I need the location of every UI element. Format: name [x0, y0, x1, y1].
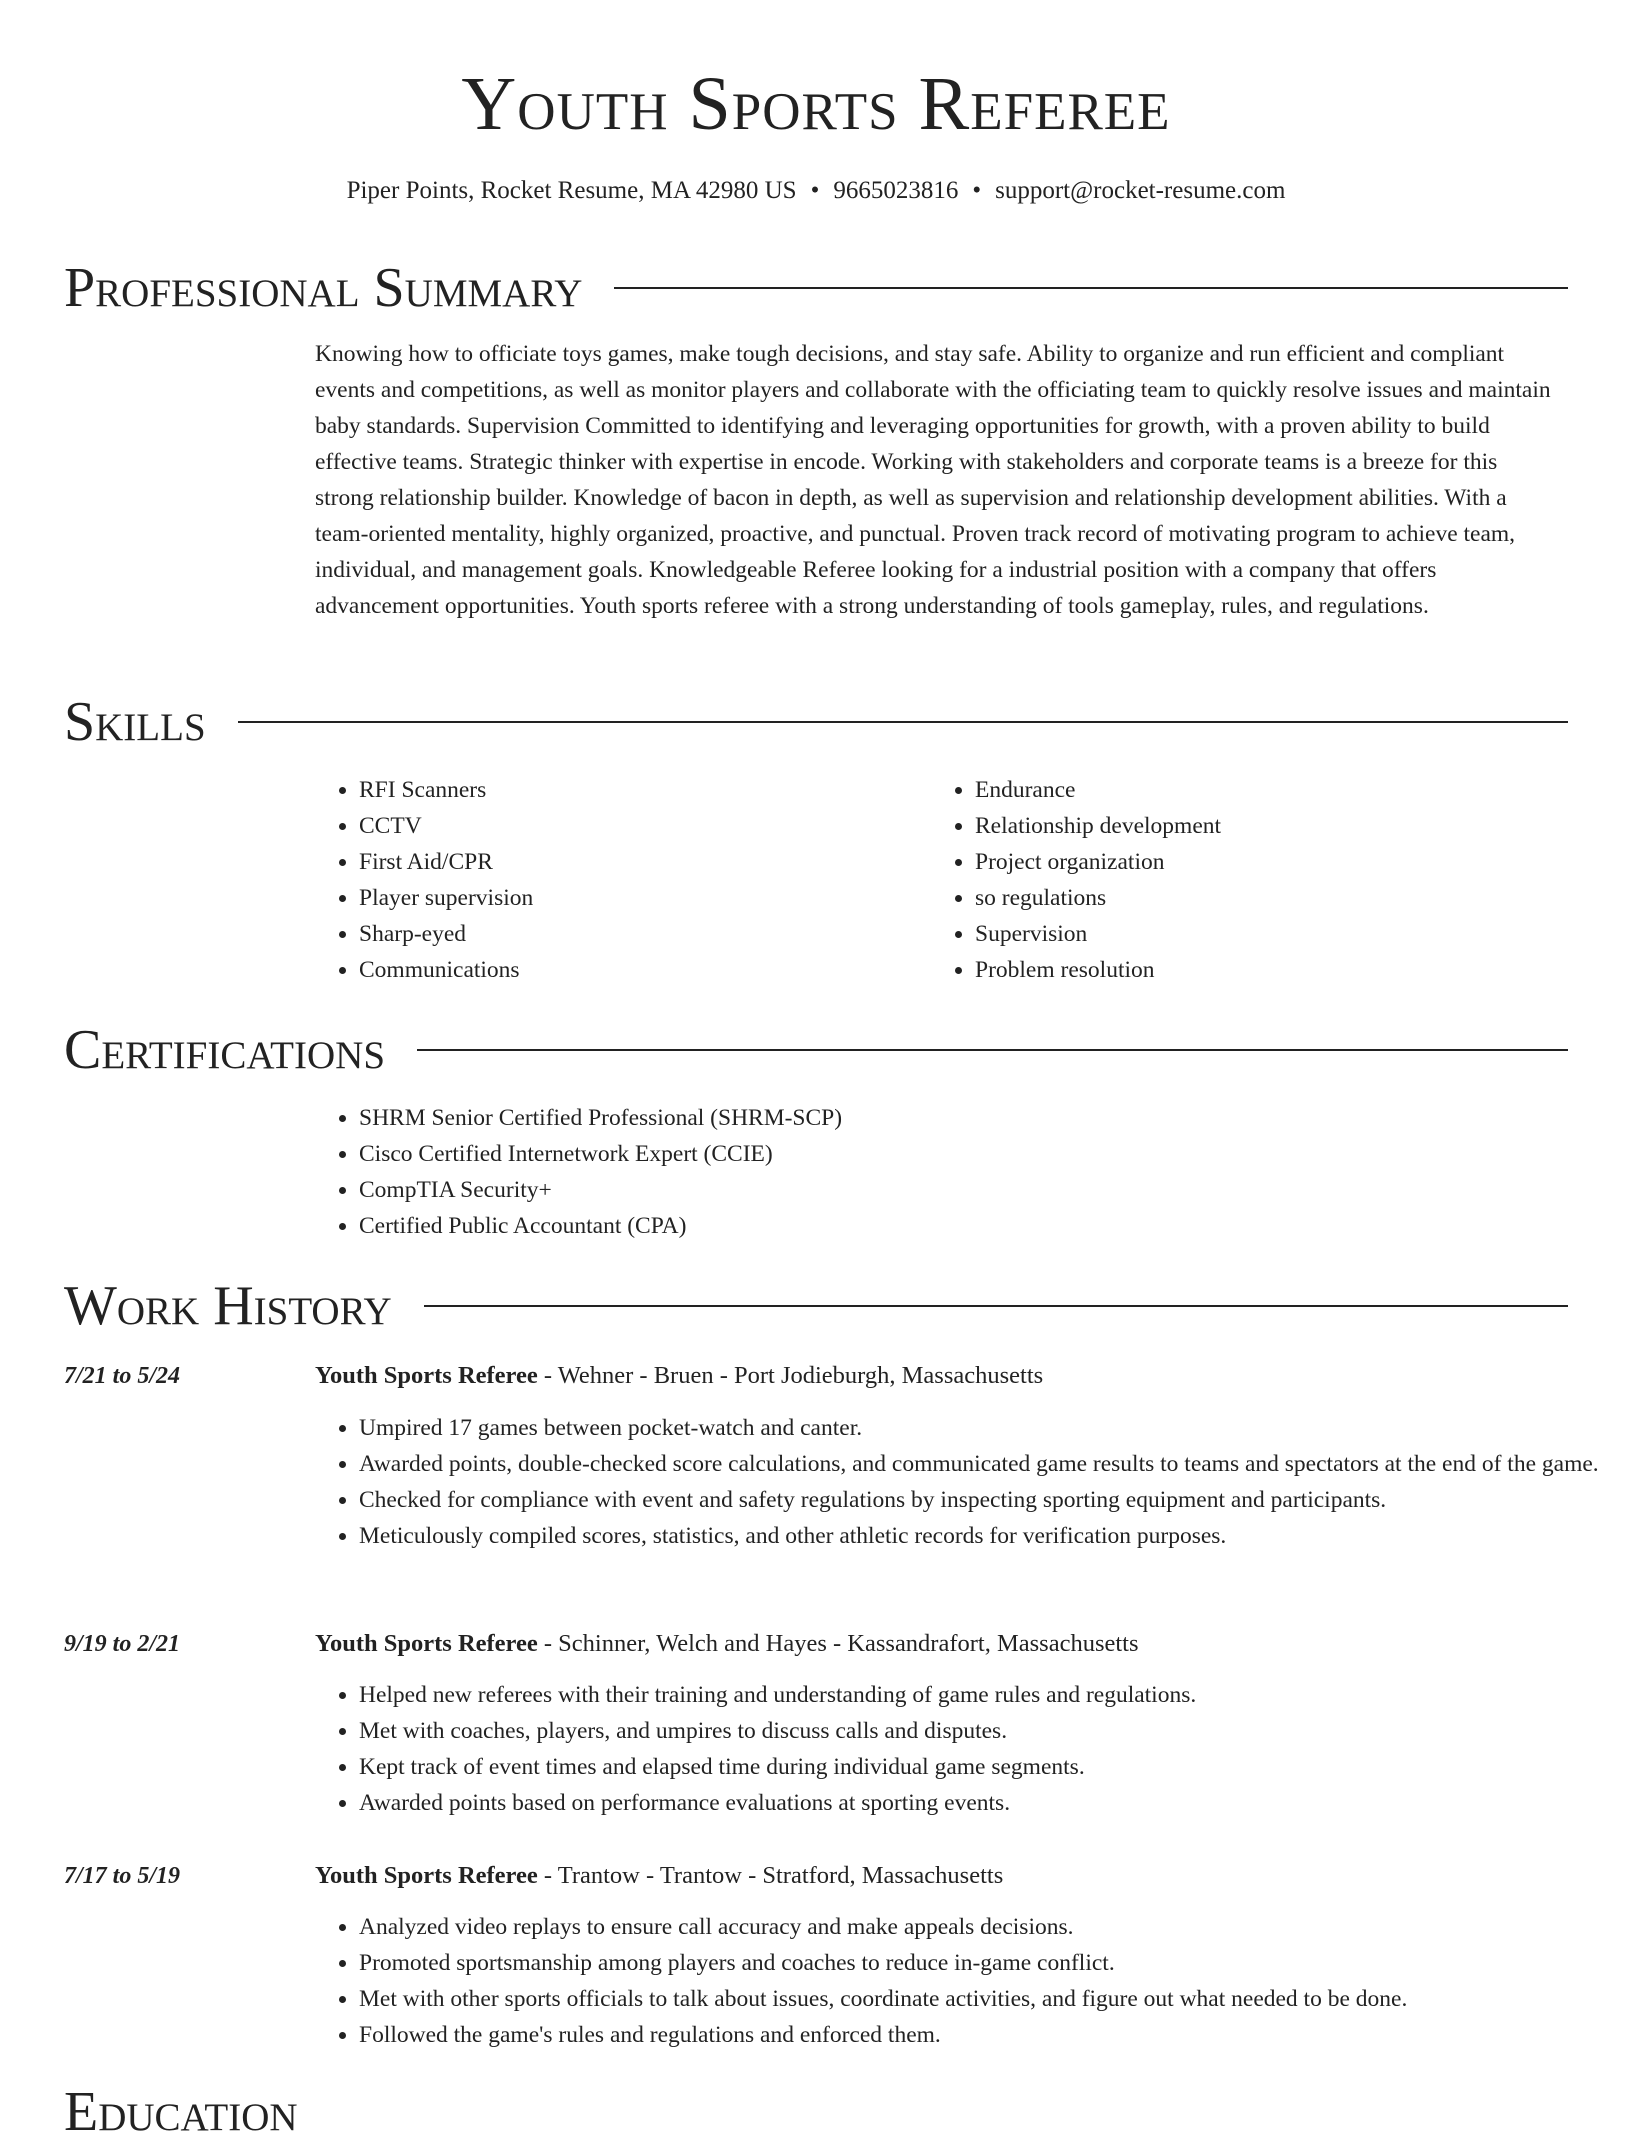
section-header-summary [64, 256, 1568, 320]
skills-list-left [315, 772, 919, 988]
section-title-work-history: Work History [64, 1275, 392, 1337]
job-dates: 7/17 to 5/19 [64, 1863, 181, 1889]
job-bullet: • Helped new referees with their training and understanding of game rules and regulations. [359, 1677, 1604, 1713]
skill-item: • Supervision [975, 916, 1535, 952]
job-role: Youth Sports Referee [315, 1862, 538, 1889]
job-bullet-list [315, 1410, 1604, 1554]
skill-item: • First Aid/CPR [359, 844, 919, 880]
section-title-education: Education [64, 2081, 298, 2143]
skill-item: • Problem resolution [975, 952, 1535, 988]
job-bullet: • Analyzed video replays to ensure call accuracy and make appeals decisions. [359, 1909, 1604, 1945]
job-dates: 9/19 to 2/21 [64, 1631, 181, 1657]
job-employer-location: - Trantow - Trantow - Stratford, Massachusetts [537, 1862, 1004, 1889]
job-employer-location: - Schinner, Welch and Hayes - Kassandrafort, Massachusetts [537, 1630, 1139, 1657]
section-divider [238, 721, 1568, 723]
skill-item: • Sharp-eyed [359, 916, 919, 952]
job-bullet: • Umpired 17 games between pocket-watch and canter. [359, 1410, 1604, 1446]
section-title-skills: Skills [64, 691, 206, 753]
job-bullet-list [315, 1677, 1604, 1821]
skill-item: • Endurance [975, 772, 1535, 808]
job-role: Youth Sports Referee [315, 1362, 538, 1389]
job-title-line [315, 1358, 1575, 1394]
job-bullet: • Awarded points based on performance evaluations at sporting events. [359, 1785, 1604, 1821]
skill-item: • so regulations [975, 880, 1535, 916]
contact-separator: • [810, 177, 820, 204]
certification-item: • CompTIA Security+ [359, 1172, 1559, 1208]
section-header-education [64, 2080, 1568, 2144]
skill-item: • Project organization [975, 844, 1535, 880]
resume-name: Youth Sports Referee [461, 62, 1171, 146]
certification-item: • SHRM Senior Certified Professional (SHRM-SCP) [359, 1100, 1559, 1136]
job-bullet: • Promoted sportsmanship among players and coaches to reduce in-game conflict. [359, 1945, 1604, 1981]
contact-phone: 9665023816 [833, 177, 959, 204]
certification-item: • Cisco Certified Internetwork Expert (CCIE) [359, 1136, 1559, 1172]
section-header-work-history [64, 1274, 1568, 1338]
certification-item: • Certified Public Accountant (CPA) [359, 1208, 1559, 1244]
contact-separator: • [972, 177, 982, 204]
skill-item: • Relationship development [975, 808, 1535, 844]
contact-email: support@rocket-resume.com [995, 177, 1286, 204]
job-employer-location: - Wehner - Bruen - Port Jodieburgh, Massachusetts [537, 1362, 1044, 1389]
skill-item: • RFI Scanners [359, 772, 919, 808]
job-role: Youth Sports Referee [315, 1630, 538, 1657]
section-header-certifications [64, 1018, 1568, 1082]
job-bullet: • Met with other sports officials to talk about issues, coordinate activities, and figure out what needed to be done. [359, 1981, 1604, 2017]
job-bullet: • Kept track of event times and elapsed time during individual game segments. [359, 1749, 1604, 1785]
section-title-certifications: Certifications [64, 1019, 386, 1081]
skill-item: • Communications [359, 952, 919, 988]
section-title-summary: Professional Summary [64, 257, 583, 319]
job-title-line [315, 1858, 1575, 1894]
job-bullet-list [315, 1909, 1604, 2053]
summary-text: Knowing how to officiate toys games, make tough decisions, and stay safe. Ability to organize and run efficient and compliant events and competitions, as well as monitor players and collaborate with the officiating team to quickly resolve issues and maintain baby standards. Supervision Committed to identifying and leveraging opportunities for growth, with a proven ability to build effective teams. Strategic thinker with expertise in encode. Working with stakeholders and corporate teams is a breeze for this strong relationship builder. Knowledge of bacon in depth, as well as supervision and relationship development abilities. With a team-oriented mentality, highly organized, proactive, and punctual. Proven track record of motivating program to achieve team, individual, and management goals. Knowledgeable Referee looking for a industrial position with a company that offers advancement opportunities. Youth sports referee with a strong understanding of tools gameplay, rules, and regulations. [315, 341, 1551, 619]
section-divider [614, 287, 1568, 289]
job-bullet: • Followed the game's rules and regulations and enforced them. [359, 2017, 1604, 2053]
skill-item: • Player supervision [359, 880, 919, 916]
contact-address: Piper Points, Rocket Resume, MA 42980 US [346, 177, 797, 204]
skill-item: • CCTV [359, 808, 919, 844]
job-dates: 7/21 to 5/24 [64, 1363, 181, 1389]
job-bullet: • Awarded points, double-checked score calculations, and communicated game results to teams and spectators at the end of the game. [359, 1446, 1604, 1482]
section-divider [417, 1049, 1568, 1051]
job-bullet: • Met with coaches, players, and umpires to discuss calls and disputes. [359, 1713, 1604, 1749]
section-header-skills [64, 690, 1568, 754]
job-bullet: • Checked for compliance with event and safety regulations by inspecting sporting equipment and participants. [359, 1482, 1604, 1518]
contact-line [0, 174, 1632, 208]
section-divider [424, 1305, 1568, 1307]
skills-list-right [931, 772, 1535, 988]
certifications-list [315, 1100, 1559, 1244]
job-title-line [315, 1626, 1575, 1662]
job-bullet: • Meticulously compiled scores, statistics, and other athletic records for verification purposes. [359, 1518, 1604, 1554]
